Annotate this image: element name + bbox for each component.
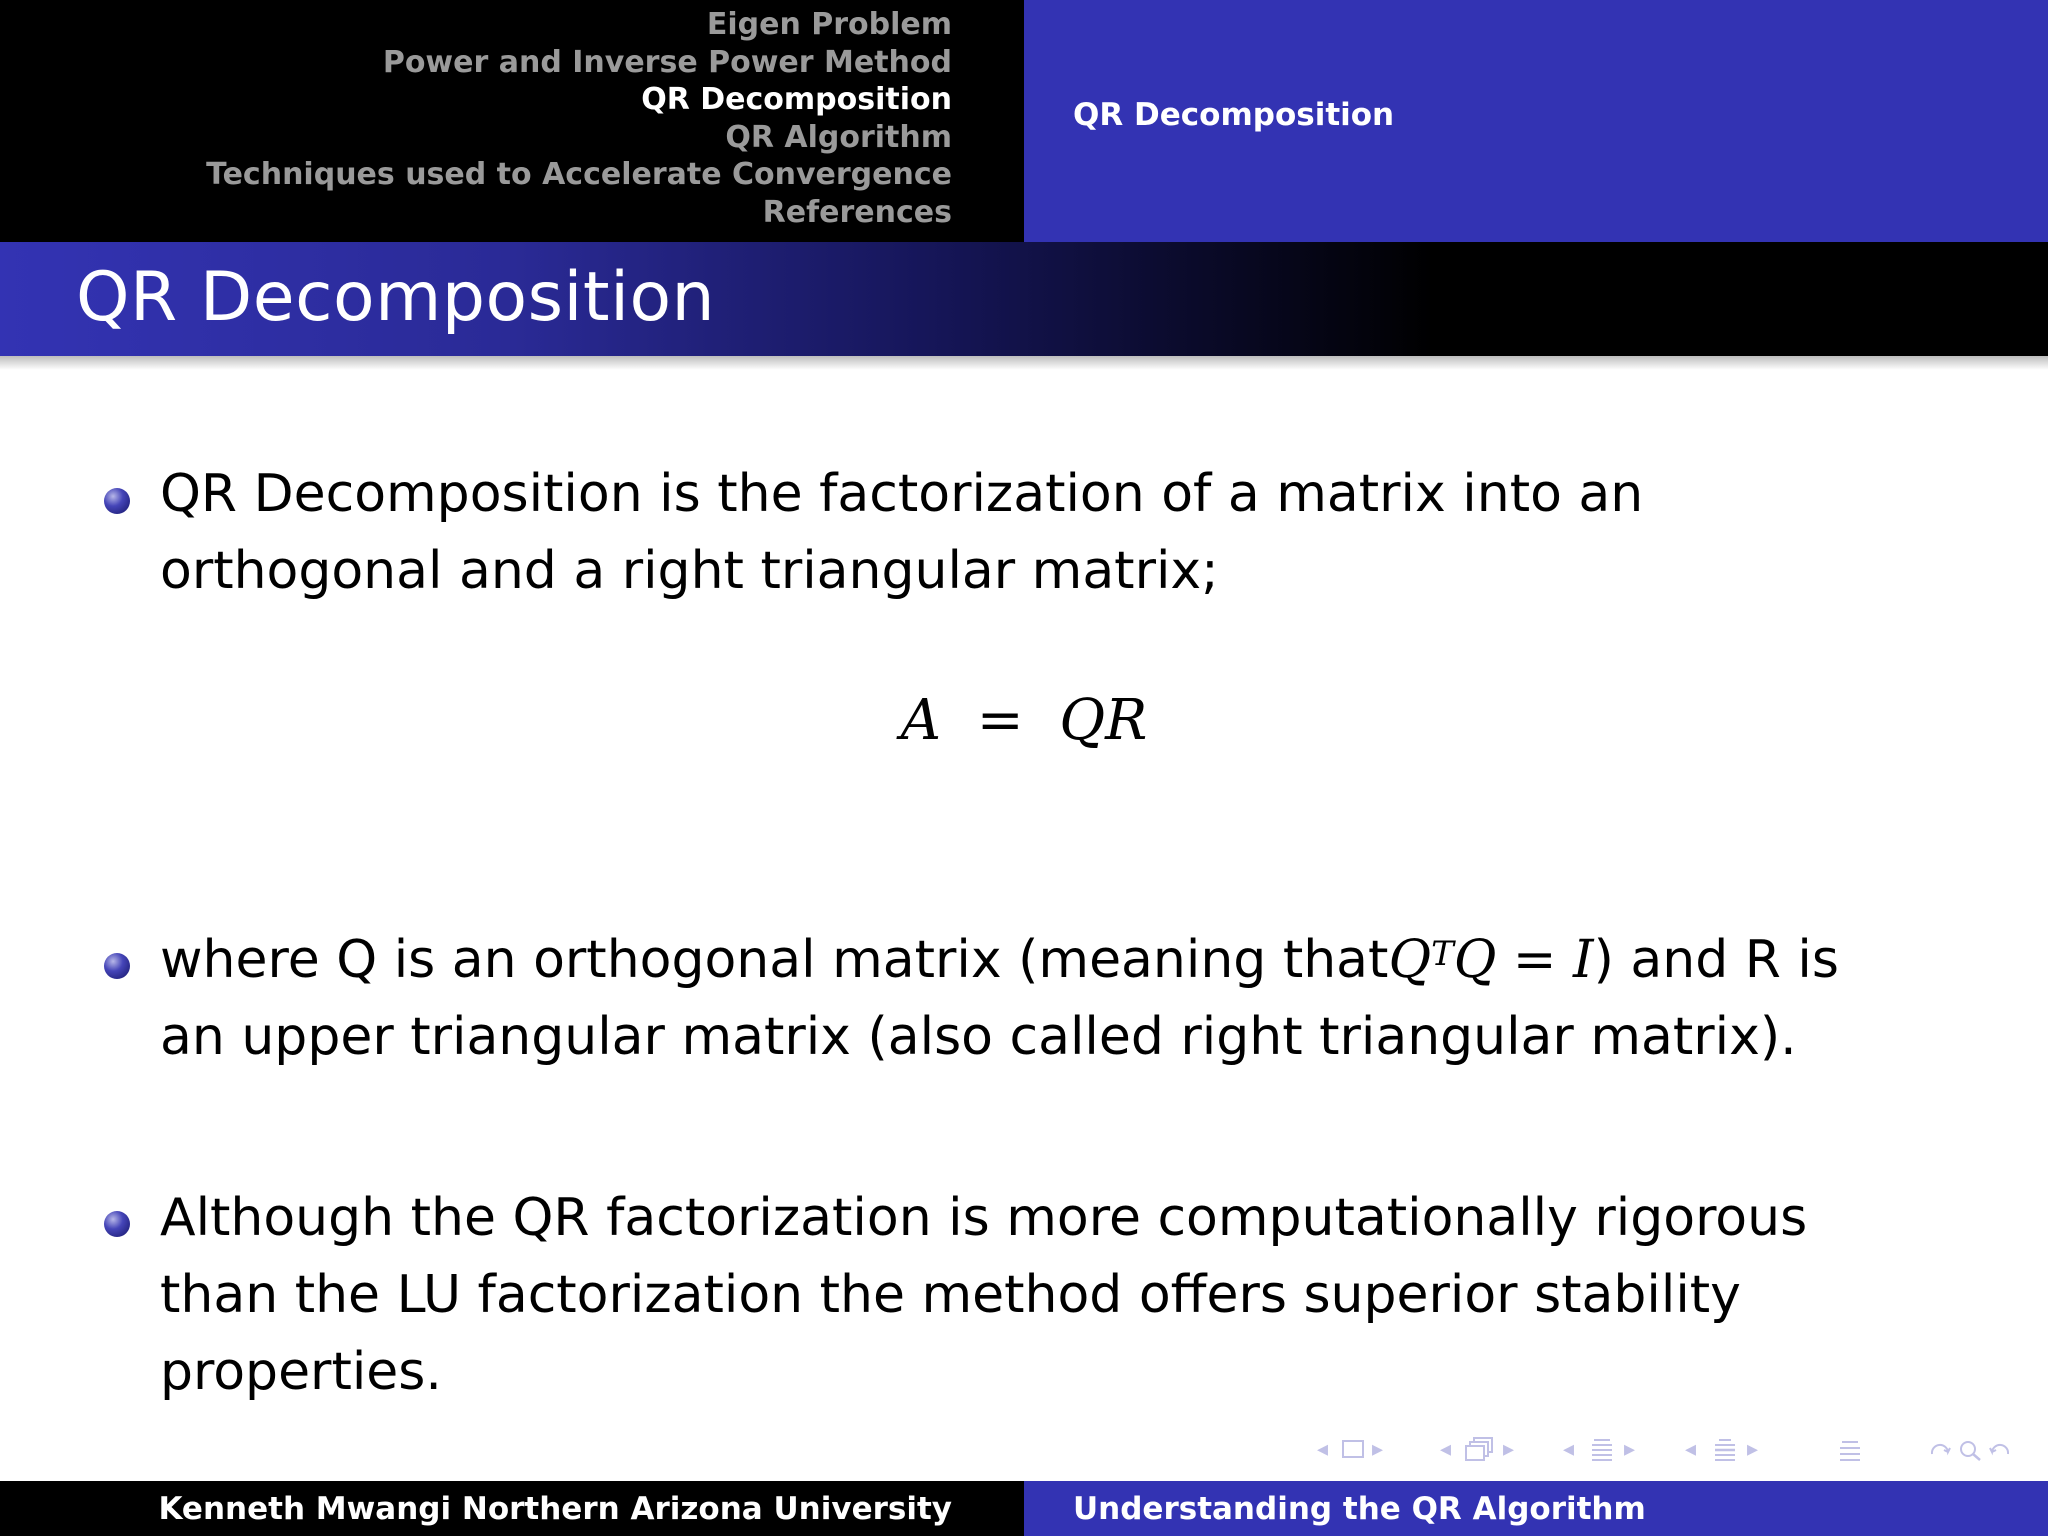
bullet-text-3-line-1: Although the QR factorization is more computationally rigorous [160, 1188, 1808, 1248]
frame-nav-icon[interactable] [1342, 1440, 1364, 1458]
section-next-arrow-icon[interactable]: ▸ [1624, 1437, 1636, 1462]
equation-rhs: QR [1059, 688, 1148, 753]
bullet-text-2-line-1 [160, 922, 1839, 999]
equals-sign: = [976, 688, 1024, 753]
bullet-text-1-line-2: orthogonal and a right triangular matrix; [160, 541, 1219, 601]
bullet-2-suffix: ) and R is [1593, 930, 1839, 990]
bullet-text-3-line-3: properties. [160, 1342, 442, 1402]
search-icon[interactable] [1928, 1438, 2028, 1462]
outline-icon[interactable] [1838, 1438, 1862, 1462]
equation-lhs: A [900, 688, 942, 753]
nav-item-eigen-problem[interactable]: Eigen Problem [706, 7, 952, 42]
bullet-2-prefix: where Q is an orthogonal matrix (meaning that [160, 930, 1389, 990]
footer-talk-title: Understanding the QR Algorithm [1073, 1490, 1646, 1527]
title-bar-shadow [0, 356, 2048, 370]
footer [0, 1481, 2048, 1536]
nav-item-power-method[interactable]: Power and Inverse Power Method [382, 44, 952, 80]
current-subsection[interactable]: QR Decomposition [1073, 97, 1395, 133]
nav-item-qr-decomposition[interactable]: QR Decomposition [641, 82, 952, 118]
equation-a-equals-qr [0, 686, 2048, 756]
bullet-marker [104, 488, 130, 514]
bullet-marker [104, 953, 130, 979]
nav-item-qr-algorithm[interactable]: QR Algorithm [725, 119, 952, 155]
subsection-nav-icon[interactable] [1465, 1437, 1495, 1463]
section-prev-arrow-icon[interactable]: ◂ [1563, 1437, 1575, 1462]
frame-title-bar [0, 242, 2048, 356]
footer-author: Kenneth Mwangi Northern Arizona University [158, 1490, 952, 1527]
frame-title: QR Decomposition [76, 258, 716, 337]
footer-author-panel [0, 1481, 1024, 1536]
math-identity: I [1573, 930, 1594, 990]
document-nav-icon[interactable] [1713, 1438, 1737, 1462]
subsection-panel [1024, 0, 2048, 242]
document-next-arrow-icon[interactable]: ▸ [1747, 1437, 1759, 1462]
document-prev-arrow-icon[interactable]: ◂ [1685, 1437, 1697, 1462]
bullet-text-3-line-2: than the LU factorization the method offers superior stability [160, 1265, 1741, 1325]
section-nav-icon[interactable] [1590, 1438, 1614, 1462]
bullet-text-2-line-2: an upper triangular matrix (also called right triangular matrix). [160, 1007, 1797, 1067]
subsection-prev-arrow-icon[interactable]: ◂ [1440, 1437, 1452, 1462]
top-header [0, 0, 2048, 242]
equation-equals [959, 688, 1042, 753]
frame-prev-arrow-icon[interactable]: ◂ [1317, 1437, 1329, 1462]
nav-item-acceleration-techniques[interactable]: Techniques used to Accelerate Convergence [206, 157, 952, 193]
navigation-symbols [1300, 1430, 2040, 1470]
footer-title-panel [1024, 1481, 2048, 1536]
nav-item-references[interactable]: References [762, 194, 952, 230]
math-q: Q [1388, 930, 1432, 990]
subsection-next-arrow-icon[interactable]: ▸ [1503, 1437, 1515, 1462]
section-navigation [0, 0, 1024, 242]
math-q: Q [1453, 930, 1497, 990]
bullet-text-1-line-1: QR Decomposition is the factorization of a matrix into an [160, 464, 1644, 524]
frame-next-arrow-icon[interactable]: ▸ [1372, 1437, 1384, 1462]
bullet-marker [104, 1211, 130, 1237]
math-equals: = [1496, 930, 1574, 990]
math-transpose: T [1431, 934, 1454, 974]
